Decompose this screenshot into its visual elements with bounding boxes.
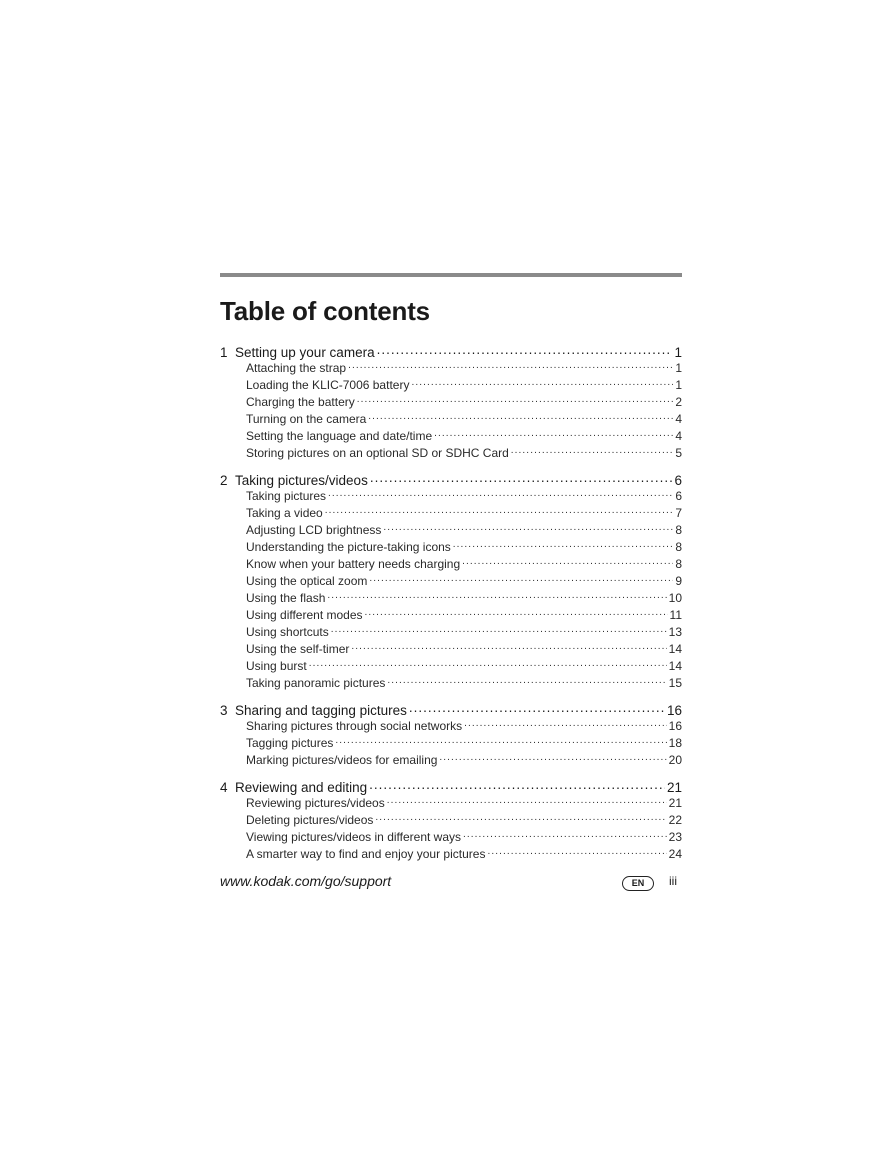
toc-item-page: 5 [675, 446, 682, 460]
toc-item-entry[interactable] [246, 556, 682, 573]
language-badge: EN [622, 876, 654, 891]
toc-chapter-page: 21 [666, 779, 682, 795]
toc-chapter-entry[interactable] [220, 778, 682, 795]
toc-chapter-label [220, 472, 368, 490]
toc-item-page: 15 [668, 676, 682, 690]
dot-leader [439, 752, 666, 764]
footer [220, 872, 680, 892]
toc-item-entry[interactable] [246, 505, 682, 522]
toc-chapter-entry[interactable] [220, 701, 682, 718]
dot-leader [453, 539, 674, 551]
toc-item-label: Using burst [246, 659, 307, 673]
page-number: iii [669, 874, 677, 888]
toc-item-page: 20 [668, 753, 682, 767]
toc-chapter-label [220, 344, 375, 362]
toc-item-label: Marking pictures/videos for emailing [246, 753, 438, 767]
toc-item-entry[interactable] [246, 752, 682, 769]
toc-item-label: Taking panoramic pictures [246, 676, 386, 690]
dot-leader [357, 394, 674, 406]
toc-item-page: 16 [668, 719, 682, 733]
toc-chapter-entry[interactable] [220, 471, 682, 488]
dot-leader [369, 778, 665, 792]
dot-leader [387, 675, 666, 687]
toc-item-label: Taking pictures [246, 489, 327, 503]
toc-item-page: 4 [675, 412, 682, 426]
toc-item-label: Turning on the camera [246, 412, 367, 426]
toc-item-entry[interactable] [246, 658, 682, 675]
toc-item-page: 8 [675, 557, 682, 571]
toc-item-entry[interactable] [246, 675, 682, 692]
toc-item-entry[interactable] [246, 590, 682, 607]
support-url-link[interactable]: www.kodak.com/go/support [220, 873, 392, 889]
toc-item-label: Adjusting LCD brightness [246, 523, 382, 537]
toc-item-page: 1 [675, 378, 682, 392]
toc-item-label: Know when your battery needs charging [246, 557, 461, 571]
dot-leader [327, 590, 666, 602]
toc-item-entry[interactable] [246, 846, 682, 863]
toc-item-page: 24 [668, 847, 682, 861]
toc-item-page: 8 [675, 523, 682, 537]
toc-item-entry[interactable] [246, 607, 682, 624]
toc-item-label: Using the self-timer [246, 642, 350, 656]
dot-leader [387, 795, 667, 807]
toc-chapter-number: 3 [220, 702, 228, 718]
dot-leader [383, 522, 673, 534]
dot-leader [335, 735, 666, 747]
toc-section [220, 778, 682, 863]
toc-item-entry[interactable] [246, 829, 682, 846]
toc-chapter-title: Setting up your camera [235, 344, 375, 360]
toc-chapter-page: 16 [666, 702, 682, 718]
dot-leader [377, 343, 673, 357]
toc-chapter-title: Reviewing and editing [235, 779, 368, 795]
dot-leader [309, 658, 667, 670]
toc-item-page: 2 [675, 395, 682, 409]
toc-item-entry[interactable] [246, 394, 682, 411]
toc-section [220, 701, 682, 769]
toc-item-page: 14 [668, 659, 682, 673]
toc-item-entry[interactable] [246, 735, 682, 752]
toc-item-label: Attaching the strap [246, 361, 347, 375]
toc-item-page: 18 [668, 736, 682, 750]
toc-chapter-label [220, 779, 367, 797]
dot-leader [325, 505, 674, 517]
dot-leader [368, 411, 673, 423]
dot-leader [463, 829, 667, 841]
page-title: Table of contents [220, 296, 430, 326]
toc-item-page: 4 [675, 429, 682, 443]
toc-item-label: Taking a video [246, 506, 323, 520]
dot-leader [464, 718, 667, 730]
toc-chapter-title: Sharing and tagging pictures [235, 702, 407, 718]
toc-item-page: 14 [668, 642, 682, 656]
toc-chapter-number: 4 [220, 779, 228, 795]
toc-item-label: Using shortcuts [246, 625, 329, 639]
dot-leader [328, 488, 673, 500]
toc-item-label: Using different modes [246, 608, 363, 622]
dot-leader [487, 846, 666, 858]
dot-leader [462, 556, 673, 568]
toc-item-page: 7 [675, 506, 682, 520]
toc-item-label: Understanding the picture-taking icons [246, 540, 451, 554]
toc-section [220, 343, 682, 462]
toc-item-label: Reviewing pictures/videos [246, 796, 385, 810]
toc-item-entry[interactable] [246, 718, 682, 735]
toc-item-page: 23 [668, 830, 682, 844]
dot-leader [348, 360, 673, 372]
toc-item-entry[interactable] [246, 624, 682, 641]
toc-item-page: 8 [675, 540, 682, 554]
toc-item-entry[interactable] [246, 573, 682, 590]
toc-item-entry[interactable] [246, 445, 682, 462]
toc-chapter-number: 2 [220, 472, 228, 488]
toc-list [220, 343, 682, 863]
header-rule [220, 273, 682, 277]
toc-chapter-title: Taking pictures/videos [235, 472, 368, 488]
toc-item-label: Charging the battery [246, 395, 355, 409]
dot-leader [434, 428, 673, 440]
dot-leader [369, 573, 673, 585]
toc-item-label: Storing pictures on an optional SD or SDHC Card [246, 446, 509, 460]
toc-item-entry[interactable] [246, 812, 682, 829]
dot-leader [370, 471, 673, 485]
toc-item-entry[interactable] [246, 411, 682, 428]
toc-item-entry[interactable] [246, 428, 682, 445]
toc-chapter-page: 1 [674, 344, 682, 360]
toc-chapter-entry[interactable] [220, 343, 682, 360]
toc-item-page: 11 [669, 608, 682, 622]
dot-leader [351, 641, 666, 653]
toc-item-entry[interactable] [246, 795, 682, 812]
toc-item-entry[interactable] [246, 488, 682, 505]
toc-section [220, 471, 682, 692]
toc-item-label: Setting the language and date/time [246, 429, 433, 443]
toc-item-page: 6 [675, 489, 682, 503]
toc-item-label: Tagging pictures [246, 736, 334, 750]
toc-item-label: Loading the KLIC-7006 battery [246, 378, 410, 392]
toc-chapter-number: 1 [220, 344, 228, 360]
toc-item-page: 13 [668, 625, 682, 639]
toc-item-entry[interactable] [246, 360, 682, 377]
toc-page [220, 273, 682, 872]
toc-item-page: 1 [675, 361, 682, 375]
dot-leader [365, 607, 668, 619]
toc-item-entry[interactable] [246, 539, 682, 556]
toc-item-page: 22 [668, 813, 682, 827]
toc-chapter-page: 6 [674, 472, 682, 488]
toc-item-entry[interactable] [246, 377, 682, 394]
toc-item-entry[interactable] [246, 522, 682, 539]
toc-item-label: Using the optical zoom [246, 574, 368, 588]
toc-item-label: Sharing pictures through social networks [246, 719, 463, 733]
dot-leader [411, 377, 673, 389]
toc-item-entry[interactable] [246, 641, 682, 658]
toc-chapter-label [220, 702, 407, 720]
toc-item-page: 21 [668, 796, 682, 810]
toc-item-label: Viewing pictures/videos in different ways [246, 830, 462, 844]
dot-leader [409, 701, 665, 715]
toc-item-page: 9 [675, 574, 682, 588]
dot-leader [331, 624, 667, 636]
dot-leader [511, 445, 674, 457]
toc-item-page: 10 [668, 591, 682, 605]
toc-item-label: Deleting pictures/videos [246, 813, 374, 827]
toc-item-label: A smarter way to find and enjoy your pictures [246, 847, 486, 861]
dot-leader [375, 812, 666, 824]
toc-item-label: Using the flash [246, 591, 326, 605]
